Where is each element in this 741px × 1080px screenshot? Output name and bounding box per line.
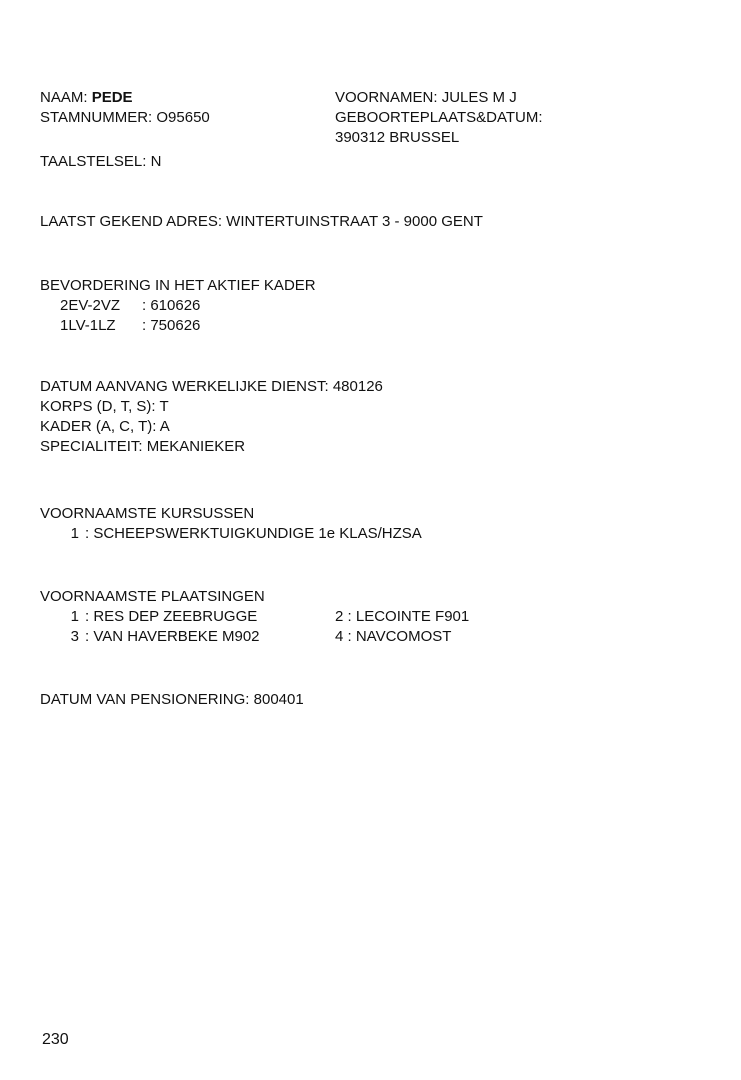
kursus-number: 1 — [70, 525, 79, 542]
plaatsing-item — [40, 607, 335, 627]
specialiteit-line: SPECIALITEIT: MEKANIEKER — [40, 438, 246, 455]
bevordering-code: 2EV-2VZ — [60, 297, 121, 314]
geboorte-value: 390312 BRUSSEL — [335, 129, 460, 146]
plaatsing-text: : NAVCOMOST — [347, 628, 452, 645]
kader-line: KADER (A, C, T): A — [40, 418, 170, 435]
page-number: 230 — [42, 1031, 69, 1048]
plaatsing-text: : RES DEP ZEEBRUGGE — [85, 608, 258, 625]
bevordering-section — [40, 276, 316, 336]
naam-line — [40, 88, 210, 108]
taalstelsel-label: TAALSTELSEL: — [40, 153, 147, 170]
stamnummer-label: STAMNUMMER: — [40, 109, 153, 126]
dienst-section — [40, 377, 383, 457]
kursussen-heading: VOORNAAMSTE KURSUSSEN — [40, 505, 255, 522]
plaatsing-number: 1 — [70, 608, 79, 625]
plaatsing-item — [40, 627, 335, 647]
identity-left-block — [40, 88, 210, 128]
taalstelsel-value: N — [150, 153, 162, 170]
stamnummer-value: O95650 — [156, 109, 210, 126]
plaatsing-number: 4 — [335, 628, 344, 645]
bevordering-row — [40, 296, 316, 316]
kursussen-section — [40, 504, 422, 544]
bevordering-heading: BEVORDERING IN HET AKTIEF KADER — [40, 277, 316, 294]
bevordering-code: 1LV-1LZ — [60, 317, 116, 334]
aanvang-dienst-line: DATUM AANVANG WERKELIJKE DIENST: 480126 — [40, 378, 383, 395]
bevordering-row — [40, 316, 316, 336]
plaatsing-item — [335, 627, 555, 647]
pensionering-line: DATUM VAN PENSIONERING: 800401 — [40, 691, 304, 708]
adres-line — [40, 212, 483, 232]
voornamen-line — [335, 88, 543, 108]
naam-value: PEDE — [91, 89, 133, 106]
plaatsing-text: : VAN HAVERBEKE M902 — [85, 628, 260, 645]
taalstelsel-line — [40, 152, 161, 172]
kursus-item — [40, 524, 422, 544]
kursus-text: : SCHEEPSWERKTUIGKUNDIGE 1e KLAS/HZSA — [85, 525, 422, 542]
plaatsingen-grid — [40, 607, 555, 647]
plaatsingen-heading: VOORNAAMSTE PLAATSINGEN — [40, 588, 265, 605]
adres-label: LAATST GEKEND ADRES: — [40, 213, 222, 230]
bevordering-date: : 610626 — [142, 297, 201, 314]
geboorte-label: GEBOORTEPLAATS&DATUM: — [335, 109, 543, 126]
naam-label: NAAM: — [40, 89, 88, 106]
korps-line: KORPS (D, T, S): T — [40, 398, 169, 415]
plaatsingen-section — [40, 587, 555, 647]
adres-value: WINTERTUINSTRAAT 3 - 9000 GENT — [226, 213, 483, 230]
stamnummer-line — [40, 108, 210, 128]
plaatsing-number: 3 — [70, 628, 79, 645]
voornamen-label: VOORNAMEN: — [335, 89, 438, 106]
plaatsing-text: : LECOINTE F901 — [347, 608, 470, 625]
plaatsing-item — [335, 607, 555, 627]
voornamen-value: JULES M J — [441, 89, 517, 106]
plaatsing-number: 2 — [335, 608, 344, 625]
identity-right-block — [335, 88, 543, 148]
bevordering-date: : 750626 — [142, 317, 201, 334]
